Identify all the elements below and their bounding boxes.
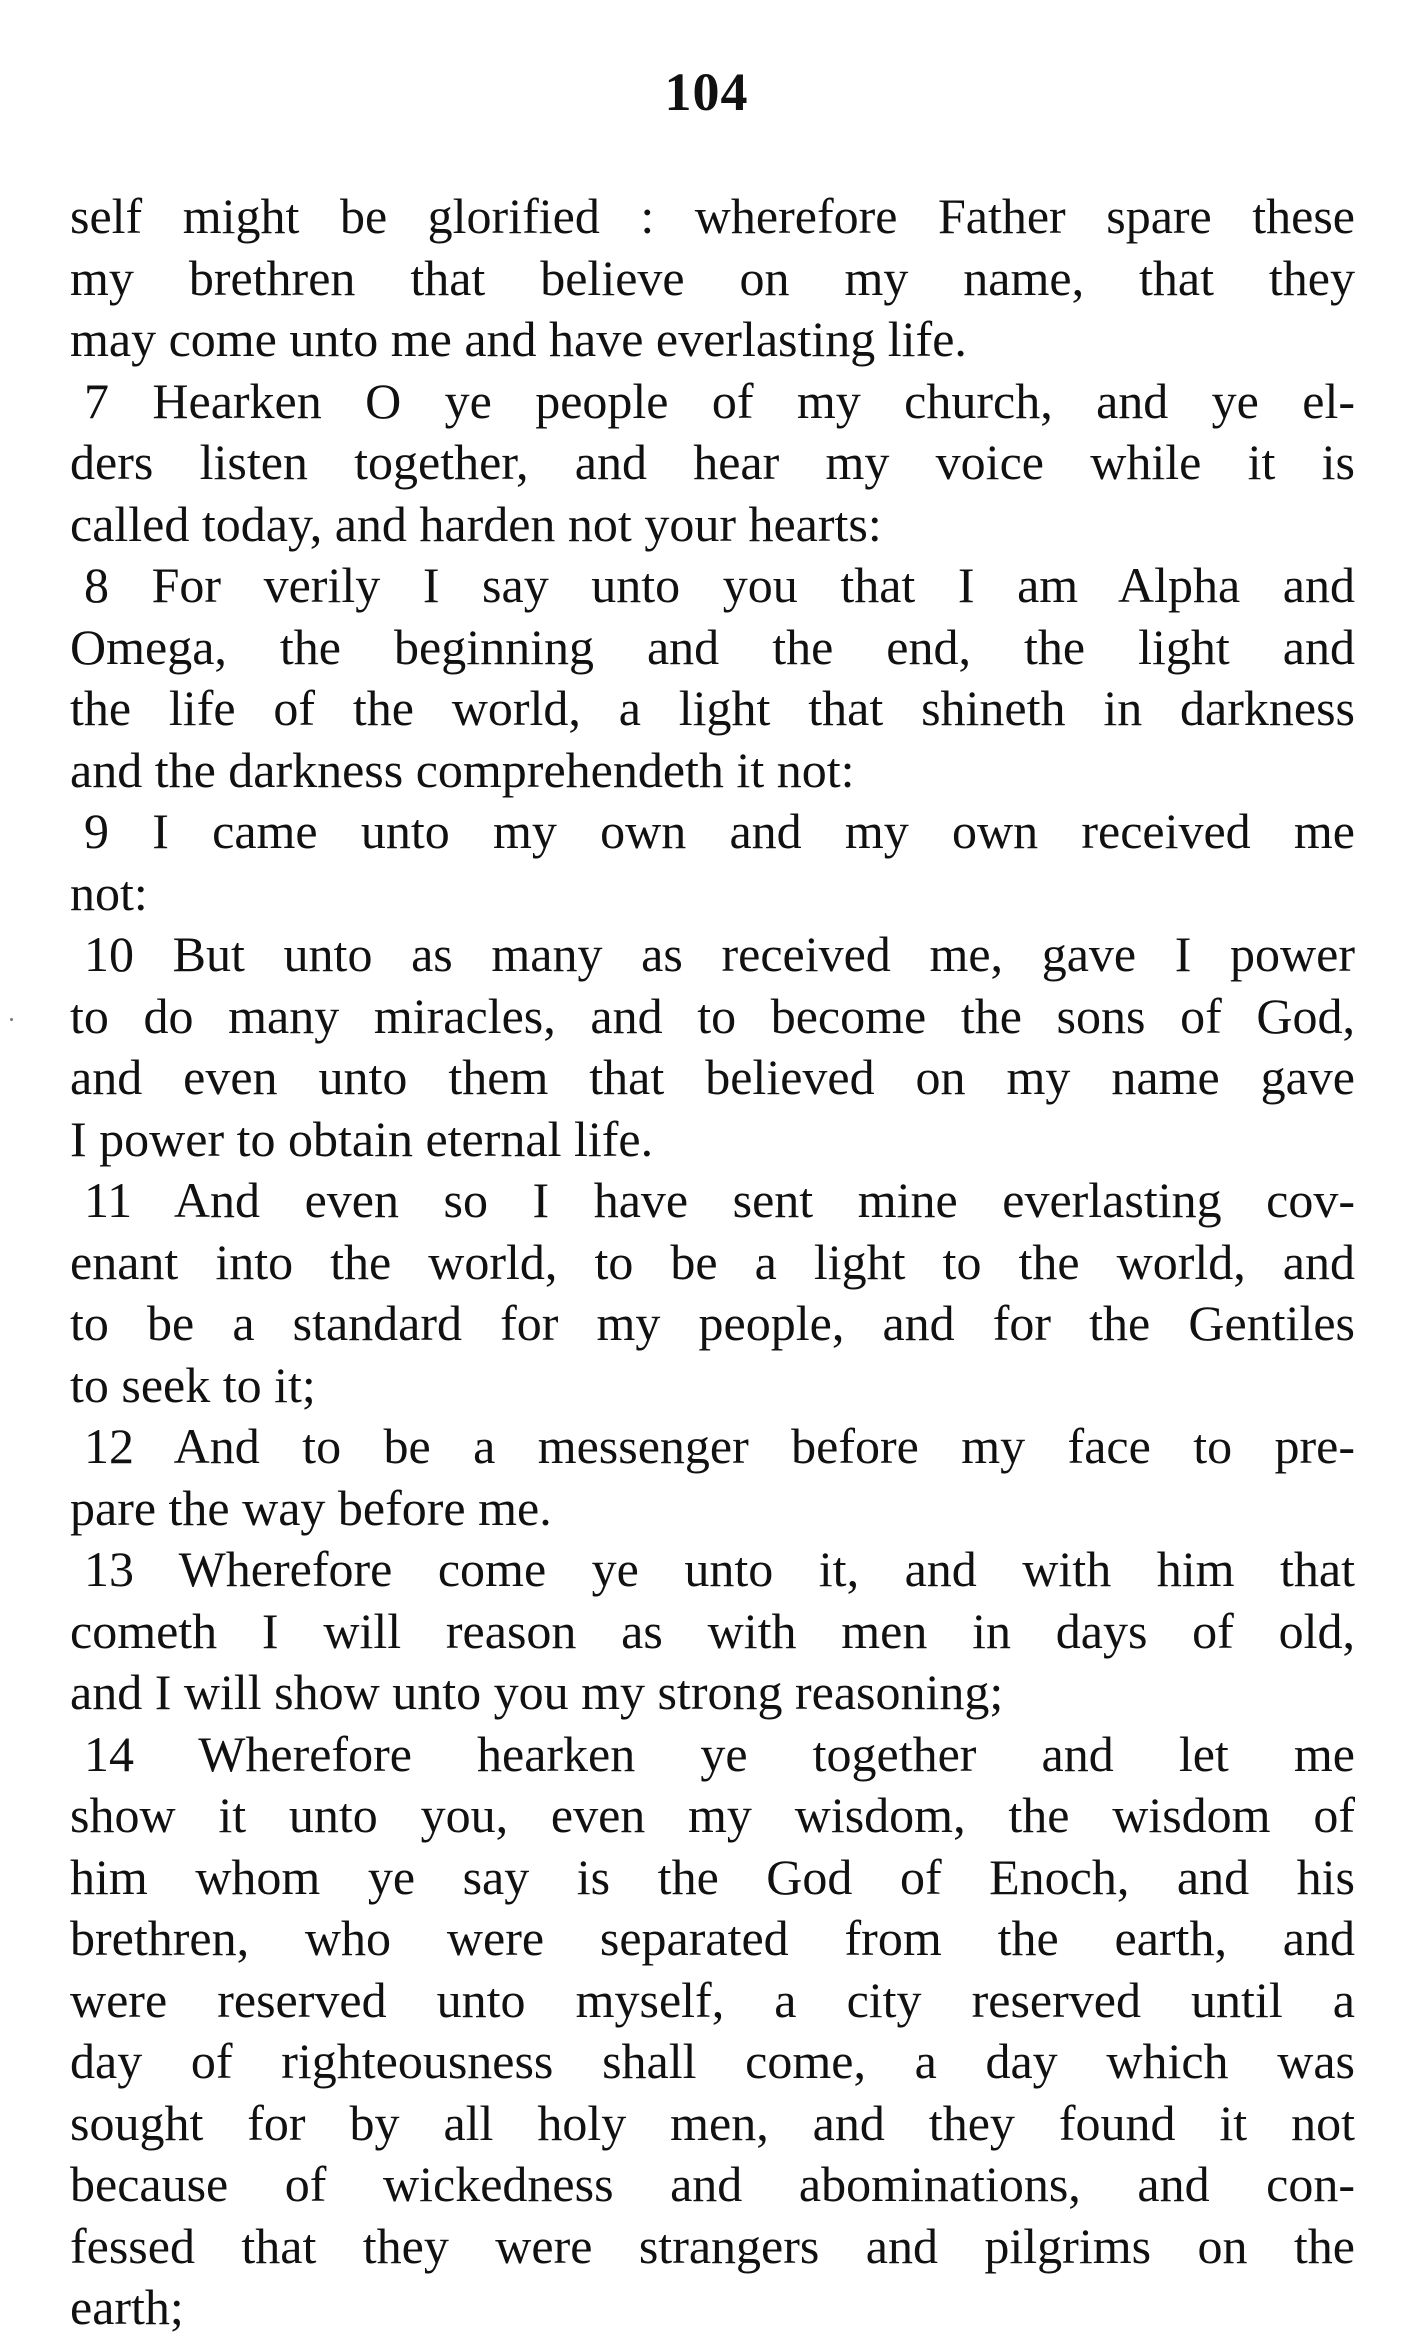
text-line: ders listen together, and hear my voice while it is [70,434,1355,490]
text-line: 10 But unto as many as received me, gave I power [84,926,1355,982]
text-line: to seek to it; [70,1356,316,1413]
text-line: were reserved unto myself, a city reserved until a [70,1971,1355,2028]
text-line: enant into the world, to be a light to the world, and [70,1233,1355,1290]
text-line: him whom ye say is the God of Enoch, and his [70,1848,1355,1905]
text-line: fessed that they were strangers and pilgrims on the [70,2217,1355,2274]
text-line: show it unto you, even my wisdom, the wisdom of [70,1787,1355,1843]
text-line: self might be glorified : wherefore Father spare these [70,188,1355,244]
text-line: the life of the world, a light that shineth in darkness [70,680,1355,736]
body-text [70,186,1355,2339]
margin-speck [10,1018,13,1021]
text-line: because of wickedness and abominations, and con- [70,2156,1355,2212]
text-line: to be a standard for my people, and for the Gentiles [70,1295,1355,1351]
text-line: day of righteousness shall come, a day which was [70,2033,1355,2089]
text-line: called today, and harden not your hearts: [70,495,882,552]
text-line: cometh I will reason as with men in days of old, [70,1602,1355,1659]
text-line: and even unto them that believed on my name gave [70,1049,1355,1105]
text-line: 8 For verily I say unto you that I am Alpha and [84,557,1355,613]
text-line: 13 Wherefore come ye unto it, and with him that [84,1541,1355,1597]
text-line: Omega, the beginning and the end, the light and [70,618,1355,675]
text-line: and I will show unto you my strong reasoning; [70,1664,1004,1720]
text-line: pare the way before me. [70,1479,552,1536]
text-line: my brethren that believe on my name, that they [70,249,1355,306]
text-line: not: [70,864,148,921]
text-line: brethren, who were separated from the earth, and [70,1910,1355,1966]
text-line: 11 And even so I have sent mine everlasting cov- [84,1172,1355,1228]
text-line: 9 I came unto my own and my own received me [84,803,1355,859]
page-number: 104 [664,62,749,122]
text-line: may come unto me and have everlasting life. [70,311,967,367]
text-line: earth; [70,2279,184,2335]
text-line: 12 And to be a messenger before my face to pre- [84,1418,1355,1474]
text-line: and the darkness comprehendeth it not: [70,741,855,798]
text-line: 7 Hearken O ye people of my church, and ye el- [84,372,1355,429]
text-line: sought for by all holy men, and they found it not [70,2094,1355,2151]
text-line: I power to obtain eternal life. [70,1110,654,1167]
text-line: 14 Wherefore hearken ye together and let me [84,1725,1355,1782]
text-line: to do many miracles, and to become the sons of God, [70,987,1355,1044]
